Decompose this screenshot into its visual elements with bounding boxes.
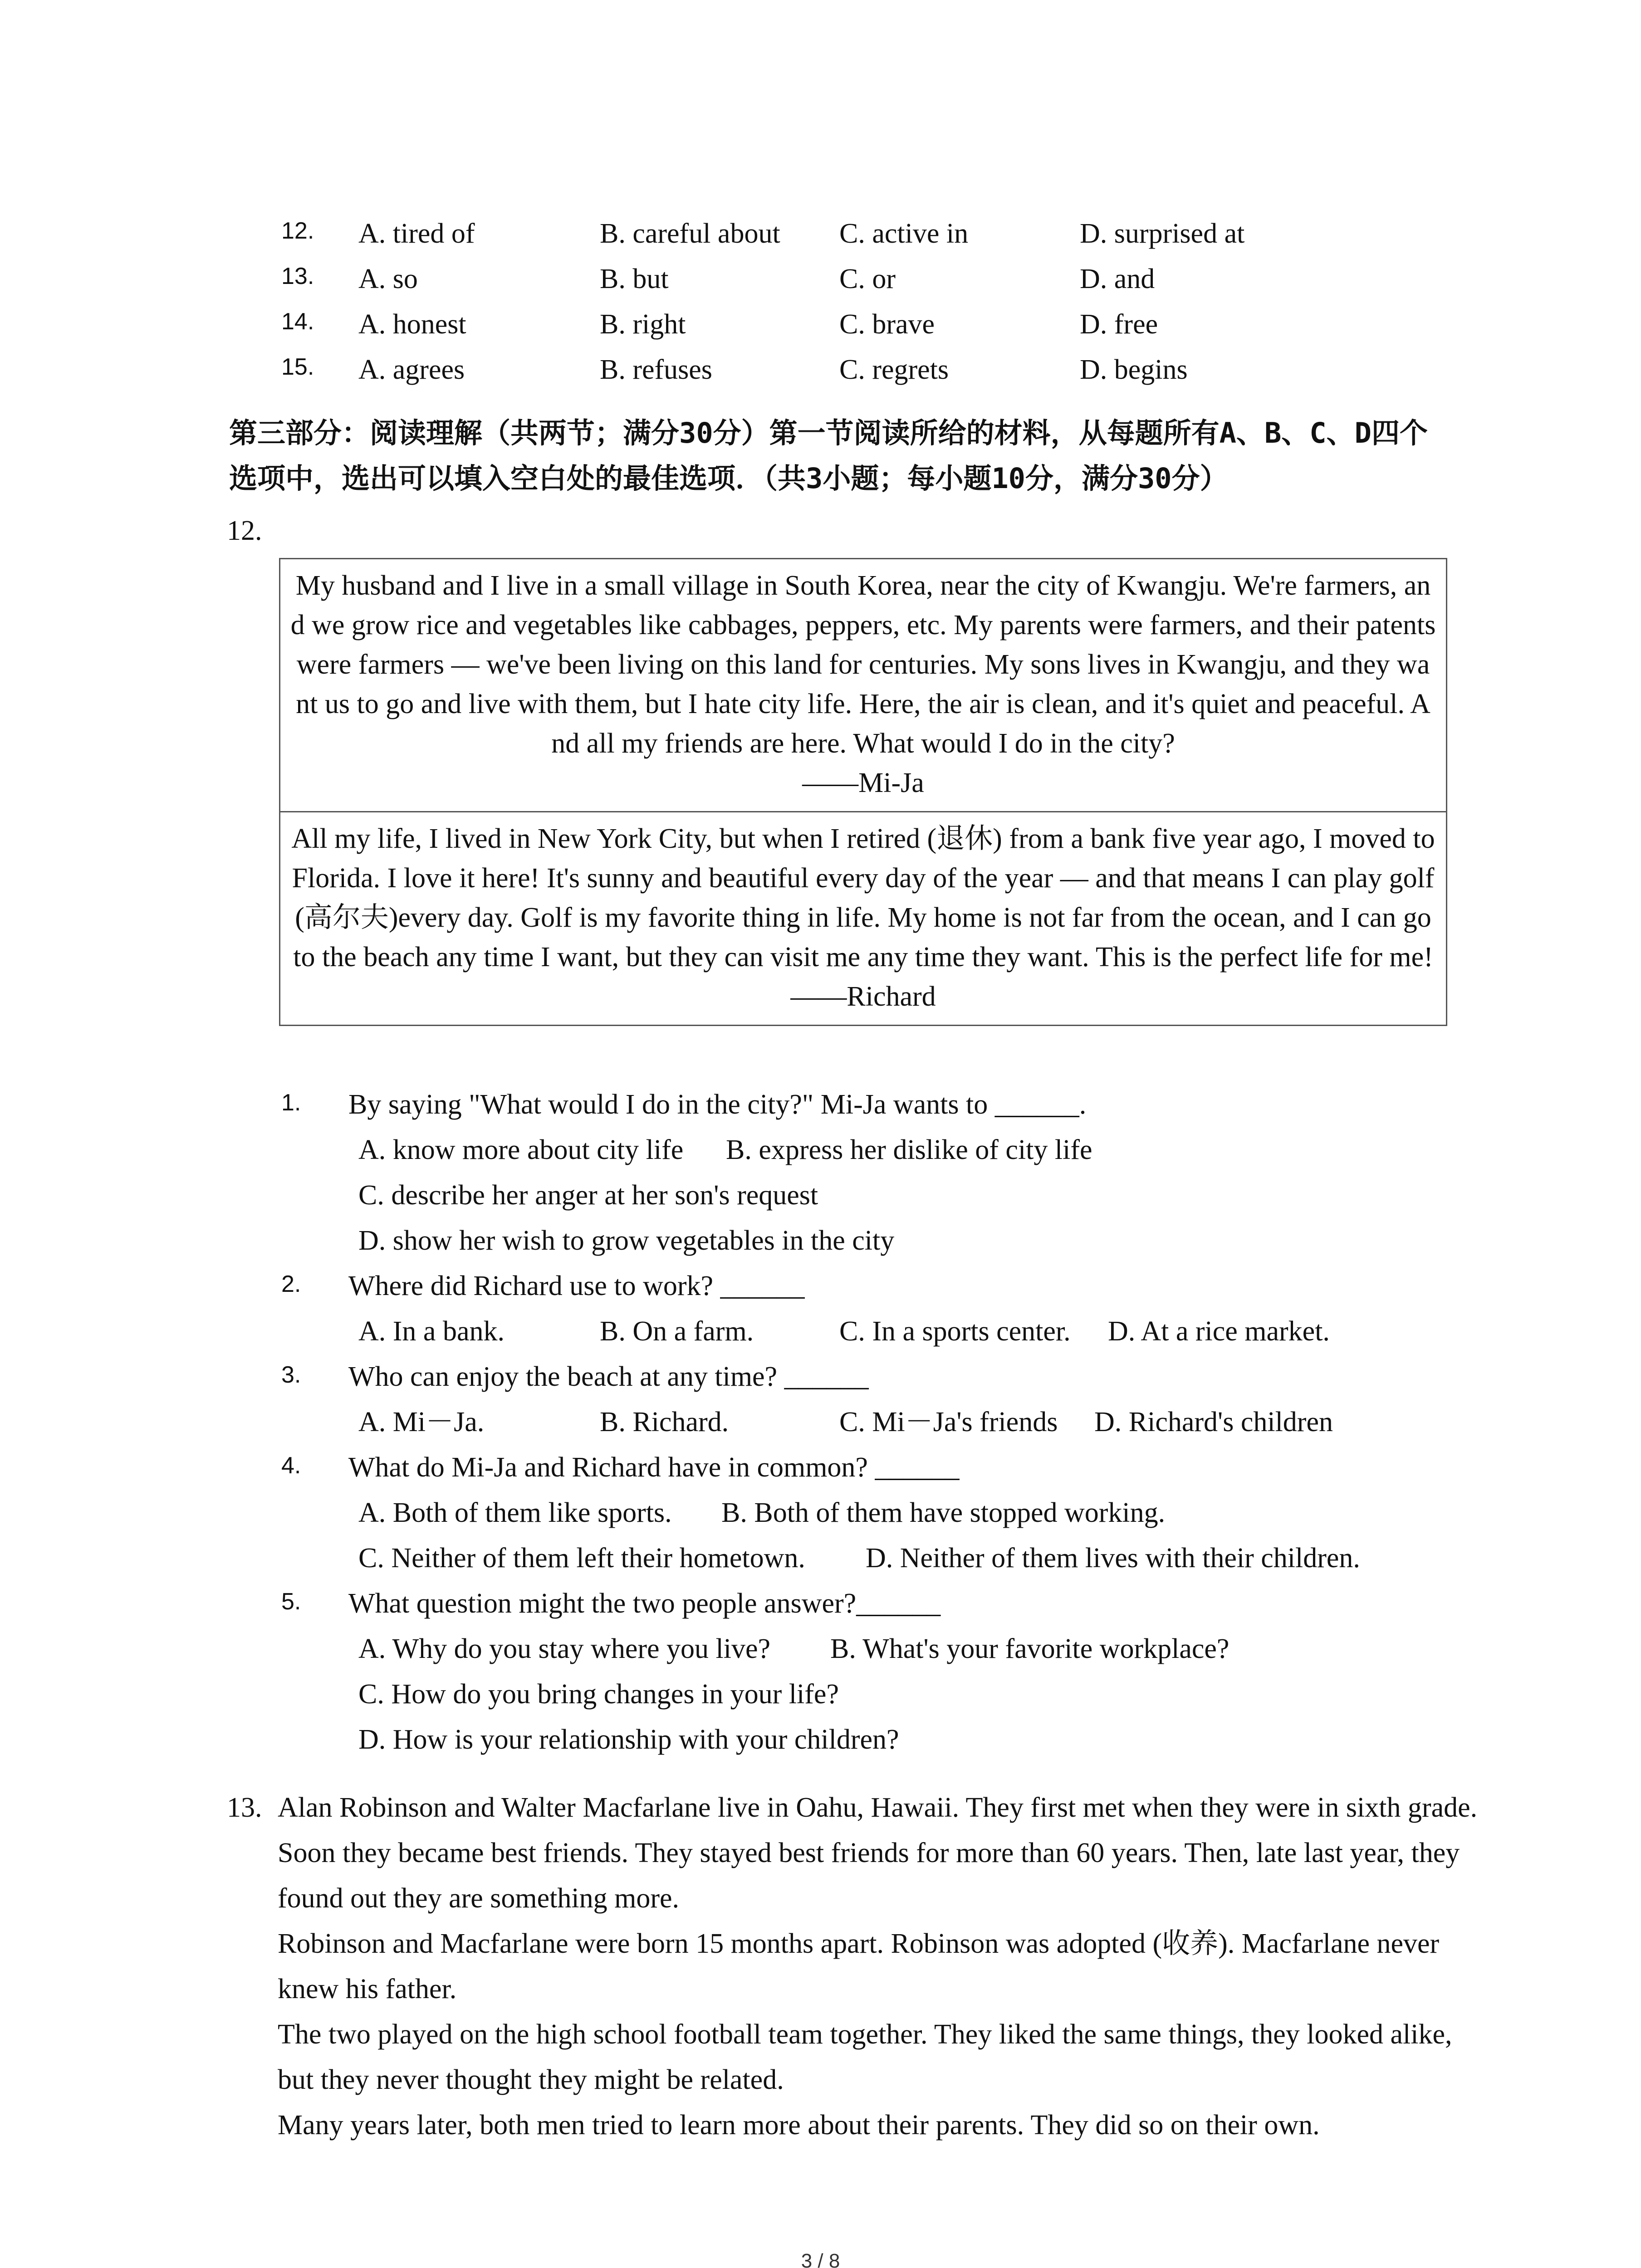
section-heading: 第三部分：阅读理解（共两节；满分30分）第一节阅读所给的材料，从每题所有A、B、C、D四个选项中，选出可以填入空白处的最佳选项．（共3小题；每小题10分，满分30分）	[229, 416, 1428, 495]
mija-cell	[280, 559, 1446, 811]
page-number: 3 / 8	[801, 2250, 840, 2268]
option-c: C. regrets	[839, 354, 949, 385]
option-a: A. so	[358, 264, 418, 294]
option-b: B. express her dislike of city life	[726, 1134, 1092, 1165]
question-number: 4.	[281, 1452, 301, 1479]
question-13-number: 13.	[227, 1792, 262, 1823]
option-d: D. surprised at	[1080, 218, 1245, 249]
option-c: C. Neither of them left their hometown.	[358, 1543, 805, 1574]
option-d: D. At a rice market.	[1108, 1316, 1330, 1347]
question-number: 12.	[281, 218, 314, 244]
option-b: B. On a farm.	[600, 1316, 754, 1347]
question-number: 2.	[281, 1271, 301, 1297]
passage-paragraph: Many years later, both men tried to learn more about their parents. They did so on their own.	[278, 2110, 1320, 2141]
option-a: A. agrees	[358, 354, 465, 385]
option-row-15	[0, 347, 1641, 392]
option-b: B. refuses	[600, 354, 712, 385]
question-number: 3.	[281, 1362, 301, 1388]
option-d: D. Richard's children	[1094, 1407, 1333, 1437]
passage-paragraph: Robinson and Macfarlane were born 15 months apart. Robinson was adopted (收养). Macfarlane never knew his father.	[278, 1928, 1440, 2004]
option-a: A. In a bank.	[358, 1316, 505, 1347]
option-b: B. careful about	[600, 218, 780, 249]
option-b: B. Both of them have stopped working.	[721, 1497, 1166, 1528]
passage-paragraph: The two played on the high school football team together. They liked the same things, they looked alike, but they never thought they might be related.	[278, 2019, 1452, 2095]
question-text: What do Mi-Ja and Richard have in common? ______	[348, 1452, 960, 1483]
option-b: B. Richard.	[600, 1407, 729, 1437]
option-c: C. Mi－Ja's friends	[839, 1407, 1058, 1437]
passage-table	[279, 558, 1447, 1026]
option-c: C. brave	[839, 309, 935, 340]
question-text: What question might the two people answer?______	[348, 1588, 941, 1619]
option-c: C. In a sports center.	[839, 1316, 1071, 1347]
option-c: C. How do you bring changes in your life?	[358, 1679, 839, 1710]
option-d: D. free	[1080, 309, 1158, 340]
question-text: By saying "What would I do in the city?" Mi-Ja wants to ______.	[348, 1089, 1087, 1120]
option-a: A. know more about city life	[358, 1134, 684, 1165]
option-b: B. right	[600, 309, 686, 340]
question-number: 13.	[281, 263, 314, 289]
option-c: C. describe her anger at her son's request	[358, 1180, 818, 1211]
question-number: 1.	[281, 1090, 301, 1116]
question-text: Who can enjoy the beach at any time? ______	[348, 1361, 869, 1392]
option-a: A. Both of them like sports.	[358, 1497, 672, 1528]
option-d: D. show her wish to grow vegetables in the city	[358, 1225, 895, 1256]
option-b: B. but	[600, 264, 669, 294]
richard-passage: All my life, I lived in New York City, but when I retired (退休) from a bank five year ago, I moved to Florida. I love it here! It's sunny and beautiful every day of the year — and that means I can play golf (高尔夫)every day. Golf is my favorite thing in life. My home is not far from the ocean, and I can go to the beach any time I want, but they can visit me any time they want. This is the perfect life for me!	[291, 823, 1435, 973]
question-number: 14.	[281, 308, 314, 335]
option-d: D. How is your relationship with your children?	[358, 1724, 899, 1755]
question-number: 5.	[281, 1589, 301, 1615]
passage-paragraph: Alan Robinson and Walter Macfarlane live in Oahu, Hawaii. They first met when they were in sixth grade. Soon they became best friends. They stayed best friends for more than 60 years. Then, late last year, they found out they are something more.	[278, 1792, 1478, 1914]
option-d: D. and	[1080, 264, 1155, 294]
option-a: A. honest	[358, 309, 466, 340]
option-row-14	[0, 302, 1641, 347]
richard-signature: ——Richard	[790, 981, 936, 1012]
option-a: A. Mi－Ja.	[358, 1407, 485, 1437]
mija-passage: My husband and I live in a small village in South Korea, near the city of Kwangju. We're farmers, and we grow rice and vegetables like cabbages, peppers, etc. My parents were farmers, and their patents were farmers — we've been living on this land for centuries. My sons lives in Kwangju, and they want us to go and live with them, but I hate city life. Here, the air is clean, and it's quiet and peaceful. And all my friends are here. What would I do in the city?	[290, 570, 1436, 759]
option-d: D. Neither of them lives with their children.	[866, 1543, 1360, 1574]
option-a: A. tired of	[358, 218, 475, 249]
option-d: D. begins	[1080, 354, 1188, 385]
option-b: B. What's your favorite workplace?	[830, 1633, 1230, 1664]
question-13-passage	[278, 1785, 1480, 2148]
option-row-12	[0, 211, 1641, 256]
option-a: A. Why do you stay where you live?	[358, 1633, 770, 1664]
question-text: Where did Richard use to work? ______	[348, 1271, 805, 1301]
mija-signature: ——Mi-Ja	[802, 767, 924, 798]
option-row-13	[0, 256, 1641, 302]
question-12-number: 12.	[227, 515, 262, 546]
richard-cell	[280, 811, 1446, 1025]
option-c: C. active in	[839, 218, 969, 249]
option-c: C. or	[839, 264, 896, 294]
question-number: 15.	[281, 354, 314, 380]
